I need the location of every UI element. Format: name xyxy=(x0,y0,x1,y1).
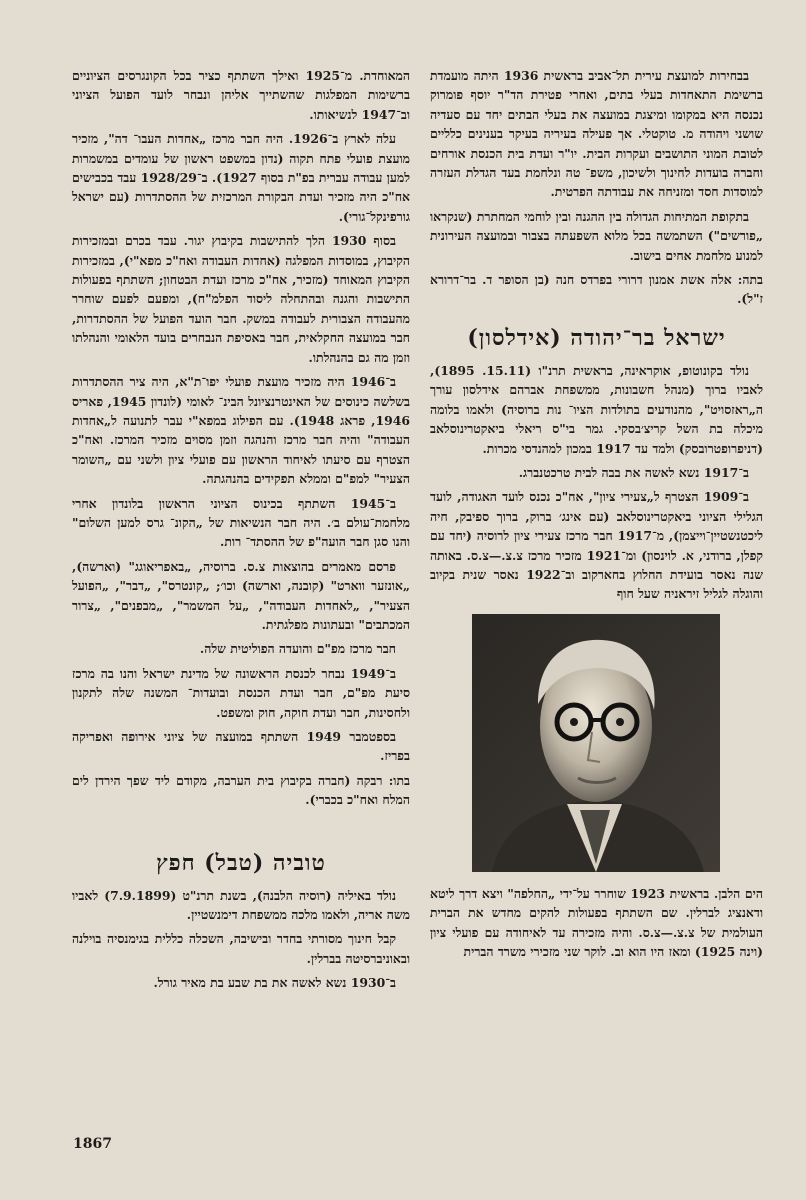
right-column xyxy=(430,66,763,966)
entry-heading: ישראל בר־יהודה (אידלסון) xyxy=(467,324,726,351)
paragraph: בבחירות למועצת עירית תל־אביב בראשית 1936 היתה מועמדת ברשימת התאחדות בעלי בתים, ואחרי פטירת הד"ר יוסף פומרוק נכנסה היא במקומו ומיצגת במועצה את בעלי הבתים יחד עם סעדיה שושני ויהודה מ. טוקטלי. אך פעילה בעיריה בעיקר בענינים כלליים לטובת המוני התושבים ועקרות הבית. יו"ר ועדת בית הכנסת אורחים וחברה בועדות לחינוך ולשיכון, משפ־ טה ונלחמת בעד הגדלת העזרה למוסדות חסד ומזניחה את עבודתה הפרטית. xyxy=(430,68,763,200)
left-column xyxy=(72,66,410,998)
paragraph: עלה לארץ ב־1926. היה חבר מרכז „אחדות העבו־ דה", מזכיר מועצת פועלי פתח תקוה (נדון במשפט ראשון של עומדים במשמרות למען עבודה עברית בפ"ת בסוף 1927). ב־1928/29 עבד בכבישים אח"כ היה מזכיר ועדת הבקורת המרכזית של ההסתדרות (עם ישראל גורפינקל־גורי). xyxy=(72,131,410,224)
paragraph: בתקופת המתיחות הגדולה בין ההגנה ובין לוחמי המחתרת (שנקראו „פורשים") השתמשה בכל מלוא השפעתה בצבור ובמועצה העירונית למנוע מלחמת אחים בישוב. xyxy=(430,208,763,263)
page-number: 1867 xyxy=(73,1136,112,1152)
paragraph: ב־1945 השתתף בכינוס הציוני הראשון בלונדון אחרי מלחמת־עולם ב׳. היה חבר הנשיאות של „הקונ־ גרס למען השלום" והנו סגן חבר הועה"פ של ההסתד־ רות. xyxy=(72,495,410,550)
paragraph: המאוחדת. מ־1925 ואילך השתתף כציר בכל הקונגרסים הציוניים ברשימות המפלגות שהשתייך אליהן ונבחר לועד הפועל הציוני וב־1947 לנשיאותו. xyxy=(72,68,410,122)
paragraph: ב־1946 היה מזכיר מועצת פועלי יפו־ת"א, היה ציר ההסתדרות בשלשה כינוסים של האינטרנציונל הבינ־ לאומי (לונדון 1945, פאריס 1946, פראג 1948). עם הפילוג במפא"י עבר לתנועה ל„אחדות העבודה" והיה חבר מרכז והנהגה וזמן מסוים מזכיר המרכז. ואח"כ הצטרף עם סיעתו לאיחוד הראשון עם פועלי ציון ולשני עם „השומר הצעיר" למפ"ם וממלא תפקידים בהנהגתה. xyxy=(72,374,410,487)
paragraph: בספטמבר 1949 השתתף במועצה של ציוני אירופה ואפריקה בפריז. xyxy=(72,729,410,764)
paragraph: נולד בקונוטופ, אוקראינה, בראשית תרנ"ו (15.11. 1895), לאביו ברוך (מנהל חשבונות, ממשפחת אברהם אידלסון עורך ה„ראזסויט", מהנודעים בתולדות הציו־ נות ברוסיה) ולאמו בלומה מיכלה בת השל קריצ׳בסקי. גמר בי"ס ריאלי ביאקטרינוסלאב (דניפרופטרובסק) ולמד עד 1917 במכון למהנדסי מכרות. xyxy=(430,362,763,456)
paragraph: הים הלבן. בראשית 1923 שוחרר על־ידי „החלפה" ויצא דרך ליטא ודאנציג לברלין. שם השתתף בפעולות להקים מחדש את הברית העולמית של צ.צ.—צ.ס. והיה מזכירה עד לאיחודה עם פועלי ציון (וינה 1925) ומאז היו הוא וב. לוקר שני מזכירי משרד הברית xyxy=(430,885,763,959)
paragraph: ב־1930 נשא לאשה את בת שבע בת מאיר גורל. xyxy=(153,975,396,991)
paragraph: ב־1917 נשא לאשה את בבה לבית טרכטנברג. xyxy=(518,464,749,480)
paragraph: קבל חינוך מסורתי בחדר ובישיבה, השכלה כללית בגימנסיה בוילנה ובאוניברסיטה בברלין. xyxy=(72,931,410,966)
paragraph: ב־1909 הצטרף ל„צעירי ציון", אח"כ נכנס לועד האגודה, לועד הגלילי הציוני ביאקטרינוסלאב (עם אינג׳ ברוק, ברוך ספיבק, חיה ליכטנשטיין־וייצמן), מ־1917 חבר מרכז צעירי ציון לרוסיה (יחד עם קפלן, ברודני, א. לוינסון) ומ־1921 מזכיר מרכז צ.צ.—צ.ס. באותה שנה נאסר בועידת החלוץ בחארקוב וב־1922 נאסר שנית בקיוב והוגלה לגליל זיראניה שעל חוף xyxy=(430,489,764,602)
paragraph: בתה: אלה אשת אמנון דרורי בפרדס חנה (בן הסופר ד. בר־דרורא ז"ל). xyxy=(430,272,763,307)
paragraph: בסוף 1930 הלך להתישבות בקיבוץ יגור. עבד בכרם ובמזכירות הקיבוץ, במוסדות המפלגה (אחדות העבודה ואח"כ מפא"י), במזכירות הקיבוץ המאוחד (מזכיר, אח"כ מרכז ועדת הבטחון; השתתף בפעולות התישבות והגנה ובהתחלה ליסוד הפלמ"ח), ומפעם לפעם שוחרר מהעבודה הצבורית לעבודה במשק. חבר הועד הפועל של ההסתדרות, חבר במועצה החקלאית, חבר באסיפת הנבחרים בועד הלאומי והנהלתו וזמן מה גם בהנהלתו. xyxy=(72,233,410,365)
paragraph: חבר מרכז מפ"ם והועדה הפוליטית שלה. xyxy=(199,641,396,657)
entry-heading: טוביה (טבל) חפץ xyxy=(156,849,326,876)
paragraph: נולד באיליה (רוסיה הלבנה), בשנת תרנ"ט (7.9.1899) לאביו משה אריה, ולאמו מלכה ממשפחת דימנשטיין. xyxy=(72,887,410,923)
paragraph: ב־1949 נבחר לכנסת הראשונה של מדינת ישראל והנו בה מרכז סיעת מפ"ם, חבר ועדת הכנסת ובועדות־ המשנה שלה לתקנון ולחסינות, חבר ועדת חוקה, חוק ומשפט. xyxy=(72,665,410,720)
paragraph: בתו: רבקה (חברה בקיבוץ בית הערבה, מקודם ליד שפך הירדן לים המלח ואח"כ בכברי). xyxy=(72,772,410,808)
portrait-photo xyxy=(472,614,720,872)
paragraph: פרסם מאמרים בהוצאות צ.ס. ברוסיה, „באפריאוגג" (וארשה), „אונזער ווארט" (קובנה, וארשה) וכו׳; „קונטרס", „דבר", „הפועל הצעיר", „לאחדות העבודה", „על המשמר", „מבפנים", „צרור המכתבים" ובעתונות מפלגתית. xyxy=(72,558,410,632)
